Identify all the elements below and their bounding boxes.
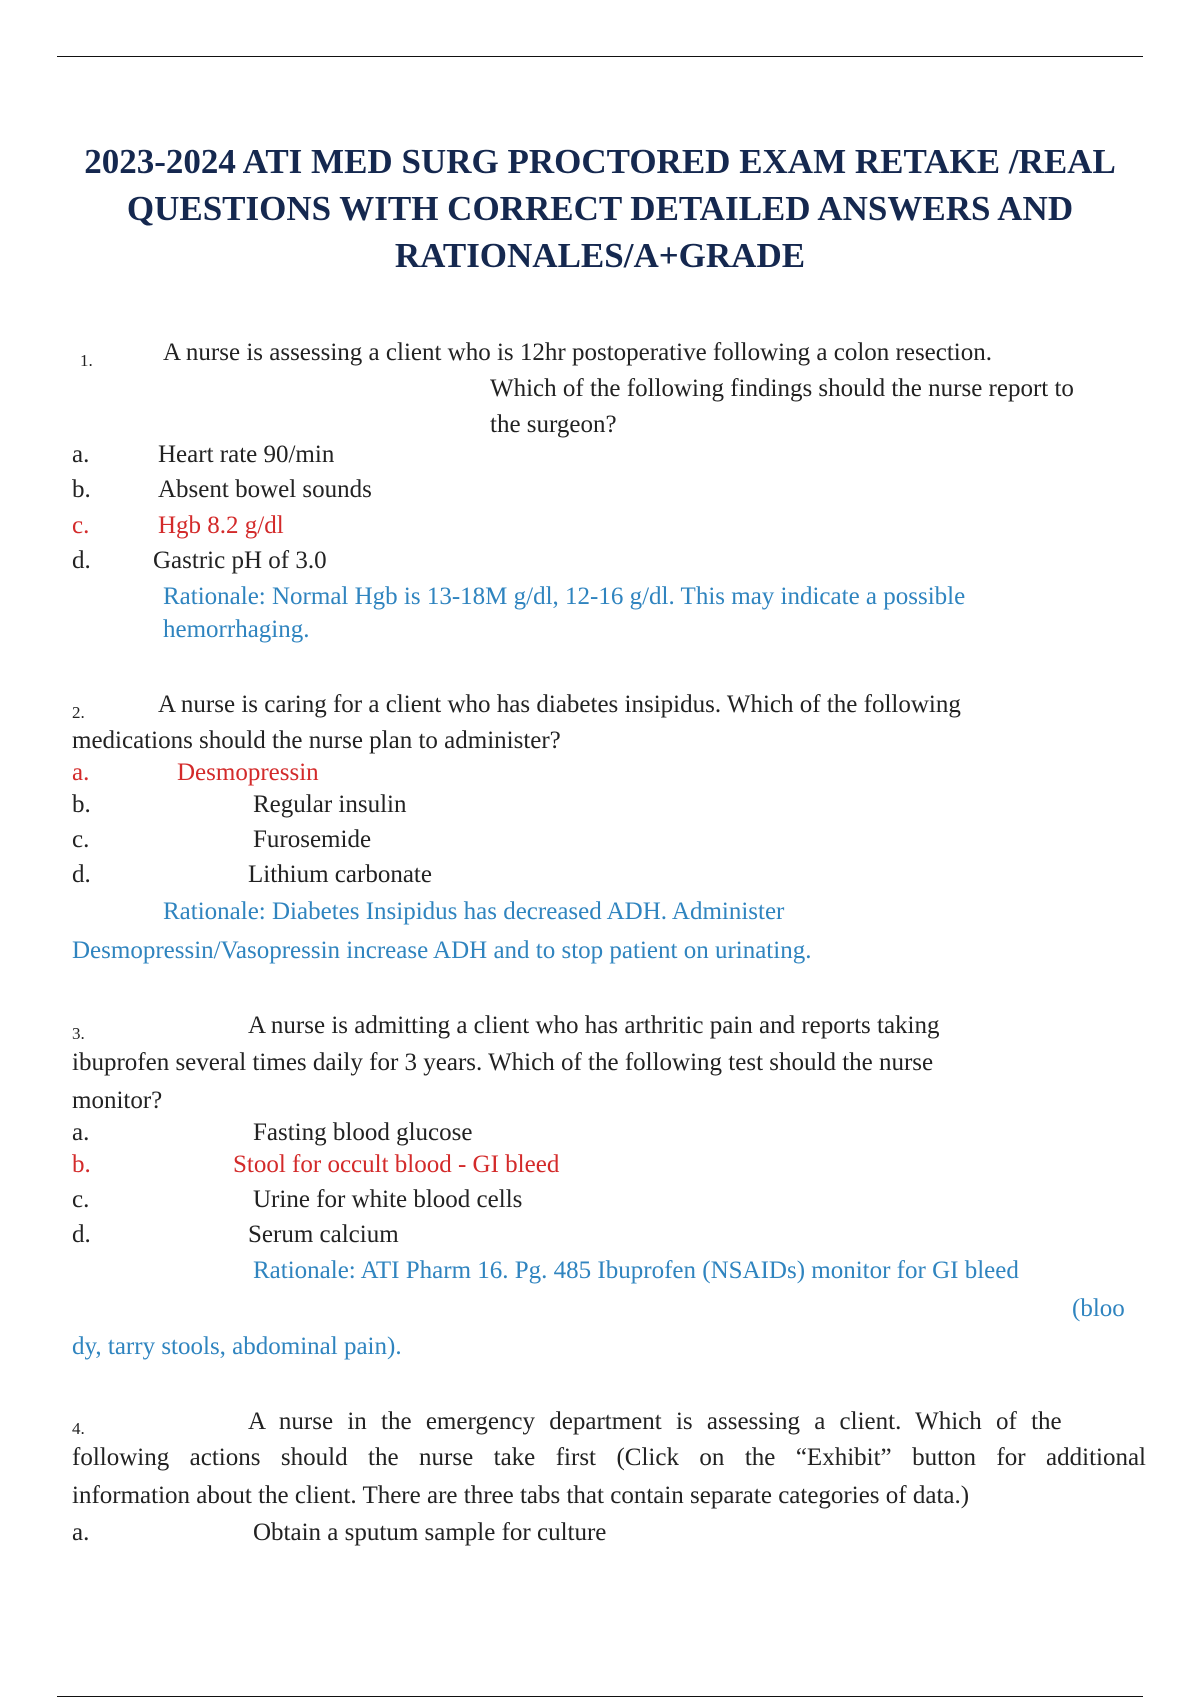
rationale-line: Desmopressin/Vasopressin increase ADH and to stop patient on urinating. [72,937,812,964]
option-text: Serum calcium [248,1221,399,1248]
option-text-correct: Hgb 8.2 g/dl [158,512,284,539]
option-letter: b. [72,791,91,818]
question-stem-line: medications should the nurse plan to administer? [72,727,561,754]
option-letter-correct: c. [72,512,90,539]
question-stem-line: A nurse is admitting a client who has arthritic pain and reports taking [248,1012,940,1039]
bottom-rule [57,1696,1143,1697]
question-number: 4. [72,1419,85,1438]
option-letter: d. [72,861,91,888]
option-letter: d. [72,547,91,574]
option-text: Absent bowel sounds [158,476,372,503]
question-number: 2. [72,703,85,722]
option-text: Lithium carbonate [248,861,432,888]
question-stem-line: ibuprofen several times daily for 3 years. Which of the following test should the nurse [72,1049,934,1076]
rationale-line: Rationale: ATI Pharm 16. Pg. 485 Ibuprofen (NSAIDs) monitor for GI bleed [253,1257,1019,1284]
option-text: Urine for white blood cells [253,1186,523,1213]
question-stem-line: the surgeon? [490,411,617,438]
option-letter: a. [72,1119,90,1146]
rationale-line: hemorrhaging. [163,616,310,643]
option-letter: a. [72,441,90,468]
title-line-2: QUESTIONS WITH CORRECT DETAILED ANSWERS AND [126,189,1074,228]
option-letter: d. [72,1221,91,1248]
question-number: 3. [72,1024,85,1043]
option-letter: c. [72,1186,90,1213]
rationale-line: Rationale: Diabetes Insipidus has decreased ADH. Administer [163,898,785,925]
top-rule [57,56,1143,57]
option-text-correct: Stool for occult blood - GI bleed [233,1151,560,1178]
document-title [60,138,1140,279]
question-stem-line: A nurse is assessing a client who is 12hr postoperative following a colon resection. [163,339,993,366]
option-text: Heart rate 90/min [158,441,335,468]
option-text: Furosemide [253,826,372,853]
title-line-1: 2023-2024 ATI MED SURG PROCTORED EXAM RETAKE /REAL [84,142,1116,181]
option-letter-correct: b. [72,1151,91,1178]
rationale-line: dy, tarry stools, abdominal pain). [72,1333,402,1360]
option-letter: c. [72,826,90,853]
question-stem-line: Which of the following findings should the nurse report to [490,375,1074,402]
option-text-correct: Desmopressin [177,759,319,786]
option-letter: a. [72,1519,90,1546]
question-stem-line: following actions should the nurse take first (Click on the “Exhibit” button for additional [72,1444,1146,1471]
rationale-line: (bloo [1072,1295,1125,1322]
option-text: Regular insulin [253,791,407,818]
question-stem-line: A nurse in the emergency department is assessing a client. Which of the [248,1408,1062,1435]
option-text: Fasting blood glucose [253,1119,473,1146]
question-stem-line: A nurse is caring for a client who has diabetes insipidus. Which of the following [158,691,961,718]
option-letter: b. [72,476,91,503]
question-number: 1. [80,351,93,370]
option-text: Obtain a sputum sample for culture [253,1519,607,1546]
rationale-line: Rationale: Normal Hgb is 13-18M g/dl, 12-16 g/dl. This may indicate a possible [163,583,966,610]
title-line-3: RATIONALES/A+GRADE [394,236,806,275]
option-text: Gastric pH of 3.0 [153,547,327,574]
option-letter-correct: a. [72,759,90,786]
question-stem-line: information about the client. There are three tabs that contain separate categories of data.) [72,1482,970,1509]
question-stem-line: monitor? [72,1087,163,1114]
